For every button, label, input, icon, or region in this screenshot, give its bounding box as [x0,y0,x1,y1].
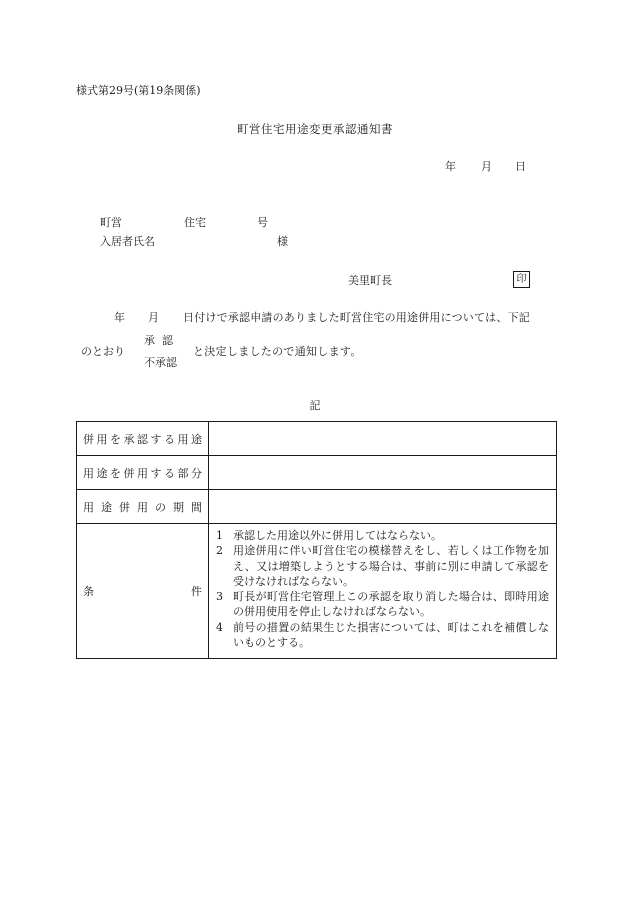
housing-prefix: 町営 [100,216,122,229]
condition-item [216,589,549,620]
row-label: 用 途 併 用 の 期 間 [83,500,202,514]
condition-item [216,543,549,589]
honorific: 様 [277,235,288,248]
row-label-cell [77,422,209,456]
body-month-label: 月 [148,311,159,324]
date-month-label: 月 [481,160,492,173]
document-title: 町営住宅用途変更承認通知書 [237,122,393,136]
date-year-label: 年 [445,160,456,173]
conditions-cell [209,524,557,659]
row-label-cell [77,490,209,524]
ki-heading: 記 [309,399,321,412]
row-value-cell [209,422,557,456]
row-value-cell [209,456,557,490]
row-label: 併 用 を 承 認 す る 用 途 [83,432,202,446]
conditions-label: 条 件 [83,585,202,598]
body-year-label: 年 [114,311,125,324]
resident-name-label: 入居者氏名 [100,235,155,248]
row-label-cell [77,456,209,490]
table-row [77,456,557,490]
table-row [77,422,557,456]
condition-text: 承認した用途以外に併用してはならない。 [233,529,442,542]
body-line-2-prefix: のとおり [81,345,125,358]
body-line-2-suffix: と決定しましたので通知します。 [193,345,362,358]
condition-item [216,528,549,543]
row-label: 用 途 を 併 用 す る 部 分 [83,466,202,480]
option-disapprove: 不承認 [144,356,177,369]
housing-mid: 住宅 [184,216,206,229]
condition-text: 前号の措置の結果生じた損害については、町はこれを補償しないものとする。 [233,620,549,650]
option-approve: 承認 [144,334,180,347]
issuer-title: 美里町長 [348,274,392,287]
form-number: 様式第29号(第19条関係) [76,84,201,97]
seal-mark: 印 [513,271,530,288]
condition-text: 町長が町営住宅管理上この承認を取り消した場合は、即時用途の併用使用を停止しなければならない。 [233,590,549,619]
table-row [77,490,557,524]
condition-number: 1 [216,529,223,542]
date-day-label: 日 [515,160,526,173]
housing-number-label: 号 [257,216,268,229]
condition-text: 用途併用に伴い町営住宅の模様替えをし、若しくは工作物を加え、又は増築しようとする場合は、事前に別に申請して承認を受けなければならない。 [233,544,549,588]
condition-item [216,620,549,651]
condition-number: 2 [216,544,223,558]
condition-number: 3 [216,590,223,604]
body-line-1: 日付けで承認申請のありました町営住宅の用途併用については、下記 [183,311,530,324]
conditions-label-cell [77,524,209,659]
row-value-cell [209,490,557,524]
conditions-table [76,421,557,659]
table-row [77,524,557,659]
condition-number: 4 [216,620,223,634]
